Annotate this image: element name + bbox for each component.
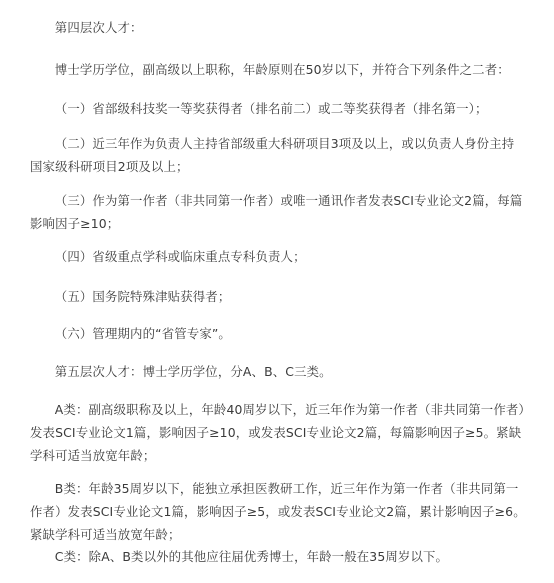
category-c-paragraph: C类：除A、B类以外的其他应往届优秀博士，年龄一般在35周岁以下。	[54, 549, 449, 564]
category-b-paragraph: B类：年龄35周岁以下，能独立承担医教研工作，近三年作为第一作者（非共同第一作者）发表SCI专业论文1篇，影响因子≥5，或发表SCI专业论文2篇，累计影响因子≥6。紧缺学科可适当放宽年龄；	[30, 481, 526, 542]
heading-level-four: 第四层次人才：	[54, 20, 143, 35]
condition-item-5: （五）国务院特殊津贴获得者；	[54, 289, 231, 304]
category-a-paragraph: A类：副高级职称及以上，年龄40周岁以下，近三年作为第一作者（非共同第一作者）发表SCI专业论文1篇，影响因子≥10，或发表SCI专业论文2篇，每篇影响因子≥5。紧缺学科可适当放宽年龄；	[30, 402, 525, 463]
heading-level-five: 第五层次人才：博士学历学位，分A、B、C三类。	[54, 364, 332, 379]
condition-item-3: （三）作为第一作者（非共同第一作者）或唯一通讯作者发表SCI专业论文2篇，每篇影响因子≥10；	[30, 193, 523, 231]
level-four-requirements: 博士学历学位，副高级以上职称，年龄原则在50岁以下，并符合下列条件之二者：	[54, 62, 510, 77]
condition-item-1: （一）省部级科技奖一等奖获得者（排名前二）或二等奖获得者（排名第一）；	[54, 101, 488, 116]
condition-item-4: （四）省级重点学科或临床重点专科负责人；	[54, 249, 306, 264]
condition-item-2: （二）近三年作为负责人主持省部级重大科研项目3项及以上，或以负责人身份主持国家级科研项目2项及以上；	[30, 136, 515, 174]
condition-item-6: （六）管理期内的“省管专家”。	[54, 326, 231, 341]
